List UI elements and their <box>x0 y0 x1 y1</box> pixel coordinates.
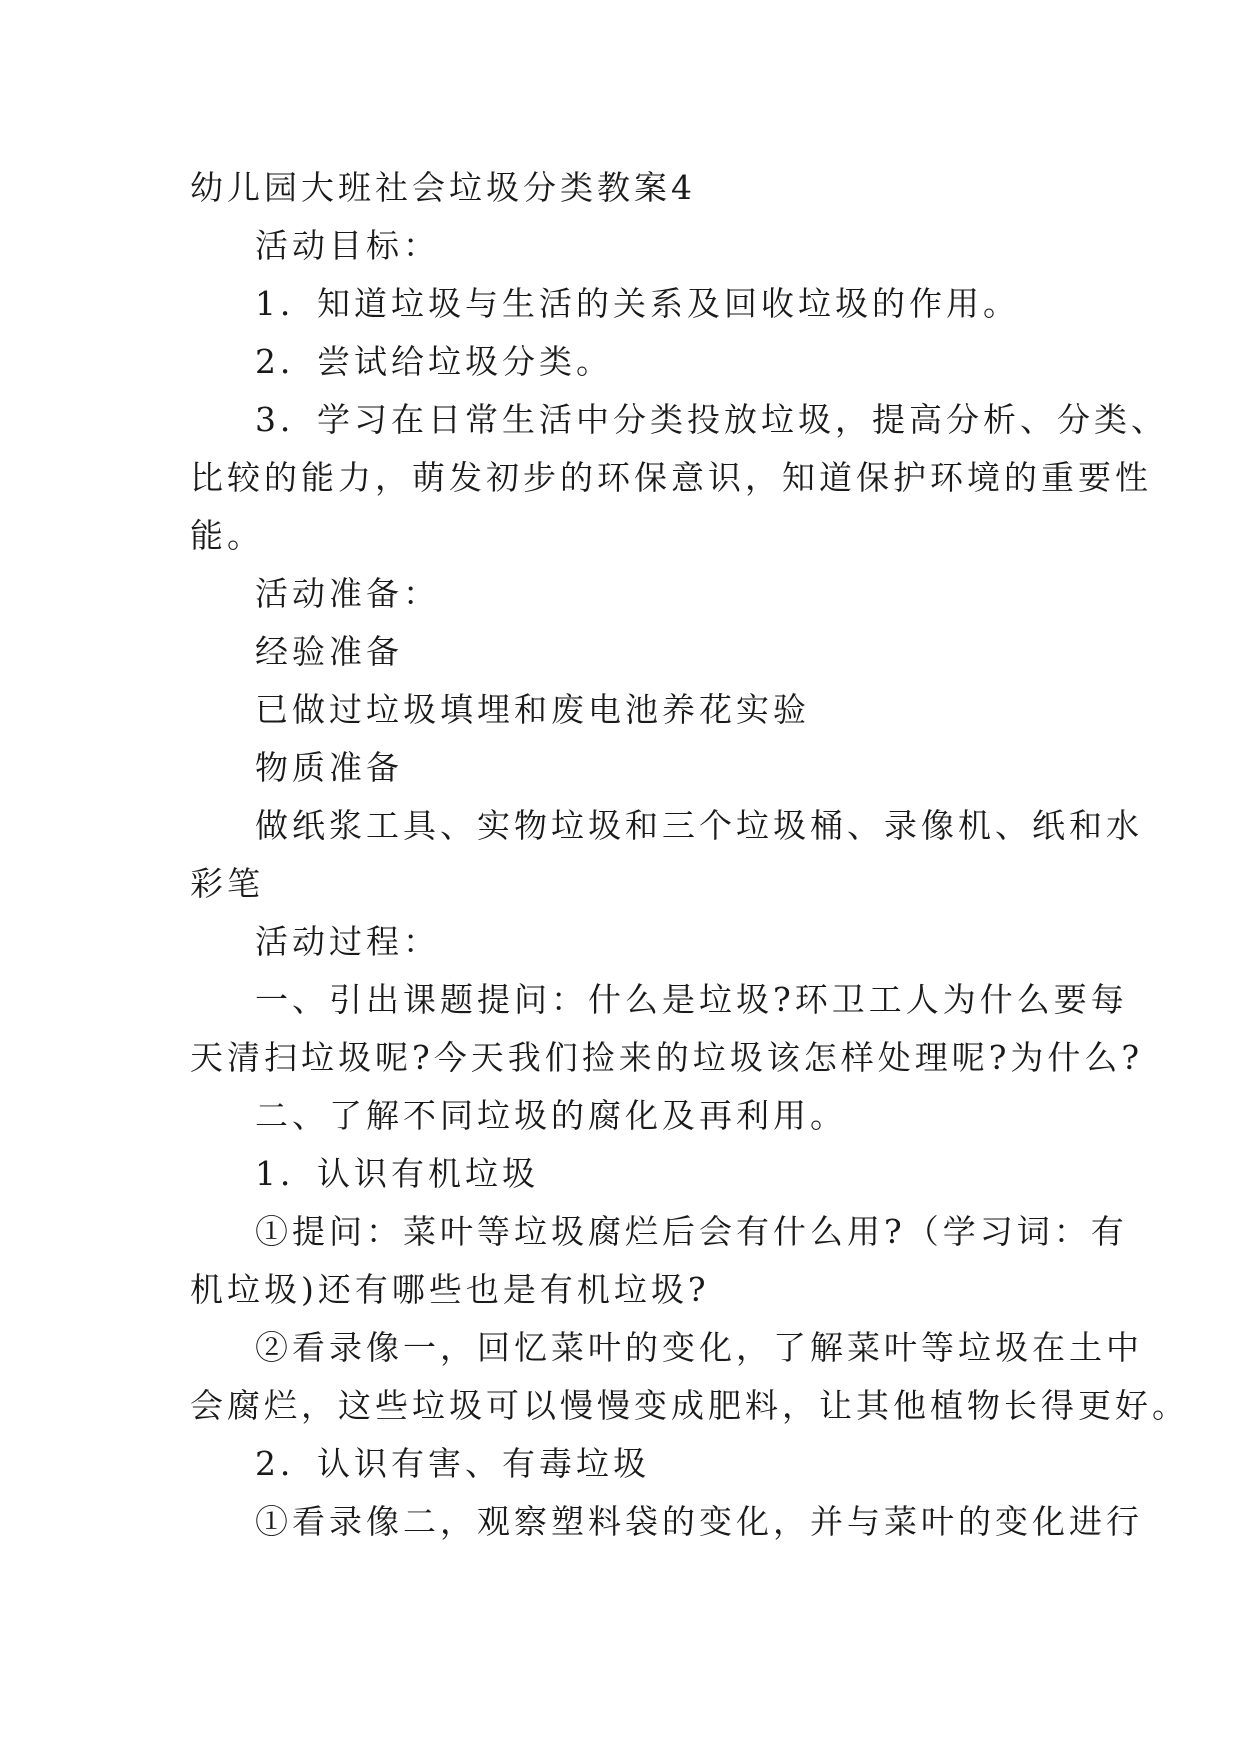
paragraph-line: 1．认识有机垃圾 <box>255 1154 539 1193</box>
paragraph-line: 能。 <box>190 516 264 555</box>
paragraph-line: 2．认识有害、有毒垃圾 <box>255 1444 650 1483</box>
paragraph-line: 一、引出课题提问：什么是垃圾?环卫工人为什么要每 <box>255 980 1128 1019</box>
paragraph-line: 经验准备 <box>255 632 403 671</box>
paragraph-line: 二、了解不同垃圾的腐化及再利用。 <box>255 1096 847 1135</box>
paragraph-line: 1．知道垃圾与生活的关系及回收垃圾的作用。 <box>255 284 1020 323</box>
paragraph-line: ①提问：菜叶等垃圾腐烂后会有什么用?（学习词：有 <box>255 1212 1128 1251</box>
section-heading-process: 活动过程： <box>255 922 440 961</box>
paragraph-line: 机垃圾)还有哪些也是有机垃圾? <box>190 1270 710 1309</box>
section-heading-goals: 活动目标： <box>255 226 440 265</box>
paragraph-line: 彩笔 <box>190 864 264 903</box>
paragraph-line: 物质准备 <box>255 748 403 787</box>
paragraph-line: 已做过垃圾填埋和废电池养花实验 <box>255 690 810 729</box>
paragraph-line: 会腐烂，这些垃圾可以慢慢变成肥料，让其他植物长得更好。 <box>190 1386 1189 1425</box>
paragraph-line: ②看录像一，回忆菜叶的变化，了解菜叶等垃圾在土中 <box>255 1328 1143 1367</box>
paragraph-line: 做纸浆工具、实物垃圾和三个垃圾桶、录像机、纸和水 <box>255 806 1143 845</box>
paragraph-line: 比较的能力，萌发初步的环保意识，知道保护环境的重要性 <box>190 458 1152 497</box>
document-title: 幼儿园大班社会垃圾分类教案4 <box>190 168 696 207</box>
paragraph-line: 2．尝试给垃圾分类。 <box>255 342 613 381</box>
section-heading-preparation: 活动准备： <box>255 574 440 613</box>
paragraph-line: ①看录像二，观察塑料袋的变化，并与菜叶的变化进行 <box>255 1502 1143 1541</box>
paragraph-line: 天清扫垃圾呢?今天我们捡来的垃圾该怎样处理呢?为什么? <box>190 1038 1144 1077</box>
paragraph-line: 3．学习在日常生活中分类投放垃圾，提高分析、分类、 <box>255 400 1168 439</box>
